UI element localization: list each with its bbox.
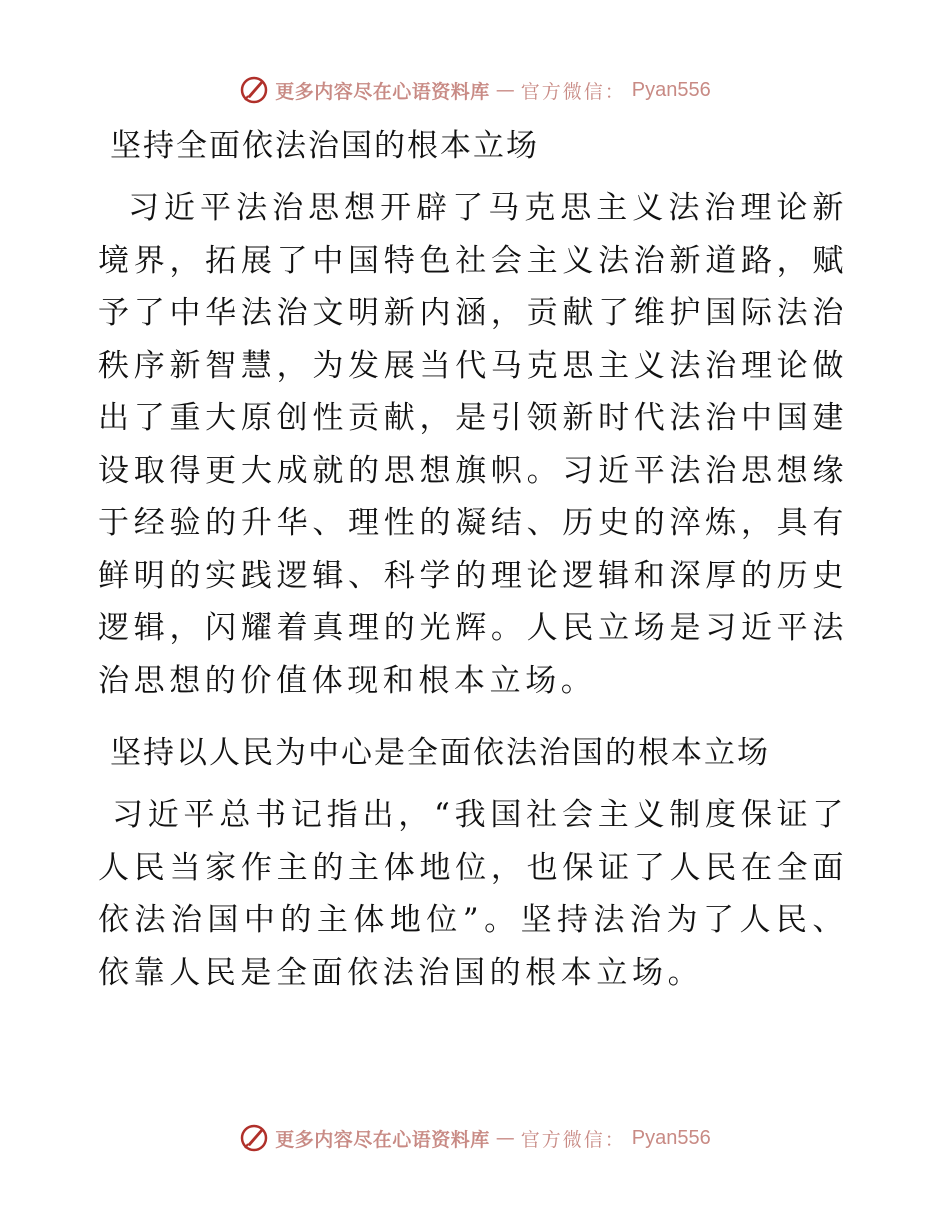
section-paragraph-2: 习近平总书记指出，“我国社会主义制度保证了人民当家作主的主体地位，也保证了人民在全面依法治国中的主体地位”。坚持法治为了人民、依靠人民是全面依法治国的根本立场。: [98, 797, 848, 991]
quill-pen-logo-icon: [239, 75, 269, 105]
watermark-text: 更多内容尽在心语资料库: [275, 80, 490, 103]
watermark-dash: —: [495, 79, 515, 101]
quill-pen-logo-icon: [239, 1123, 269, 1153]
section-heading-2: 坚持以人民为中心是全面依法治国的根本立场: [110, 735, 770, 771]
document-body: [98, 120, 848, 1019]
watermark-text: 更多内容尽在心语资料库: [275, 1128, 490, 1151]
section-heading-1: 坚持全面依法治国的根本立场: [110, 128, 539, 164]
watermark-wechat-label: 官方微信：: [520, 80, 626, 103]
watermark-wechat-id: Pyan556: [631, 78, 711, 101]
watermark-dash: —: [495, 1127, 515, 1149]
section-paragraph-1: 习近平法治思想开辟了马克思主义法治理论新境界，拓展了中国特色社会主义法治新道路，赋予了中华法治文明新内涵，贡献了维护国际法治秩序新智慧，为发展当代马克思主义法治理论做出了重大原创性贡献，是引领新时代法治中国建设取得更大成就的思想旗帜。习近平法治思想缘于经验的升华、理性的凝结、历史的淬炼，具有鲜明的实践逻辑、科学的理论逻辑和深厚的历史逻辑，闪耀着真理的光辉。人民立场是习近平法治思想的价值体现和根本立场。: [98, 190, 848, 699]
watermark-wechat-id: Pyan556: [631, 1126, 711, 1149]
watermark-footer: [0, 1118, 950, 1158]
watermark-header: [0, 70, 950, 110]
watermark-wechat-label: 官方微信：: [520, 1128, 626, 1151]
